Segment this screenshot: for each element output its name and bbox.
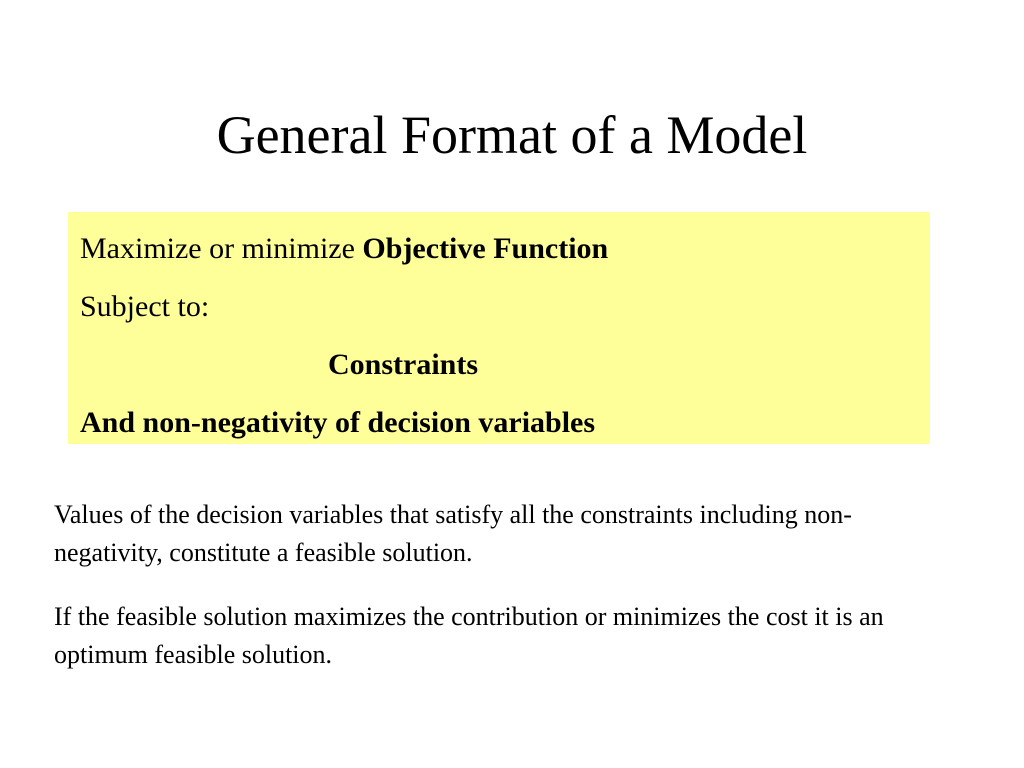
- feasible-solution-paragraph: Values of the decision variables that satisfy all the constraints including non-negativity, constitute a feasible solution.: [54, 500, 852, 567]
- objective-prefix: Maximize or minimize: [80, 232, 363, 265]
- non-negativity-line: [80, 394, 930, 452]
- objective-line: [80, 220, 930, 278]
- model-format-box: [68, 212, 930, 444]
- subject-to-line: Subject to:: [80, 290, 210, 323]
- slide-title: General Format of a Model: [216, 105, 808, 165]
- objective-function-label: Objective Function: [362, 232, 609, 265]
- constraints-label: Constraints: [328, 348, 479, 381]
- non-negativity-label: And non-negativity of decision variables: [80, 406, 596, 439]
- optimum-solution-paragraph: If the feasible solution maximizes the contribution or minimizes the cost it is an optimum feasible solution.: [54, 602, 884, 669]
- constraints-line: [80, 336, 930, 394]
